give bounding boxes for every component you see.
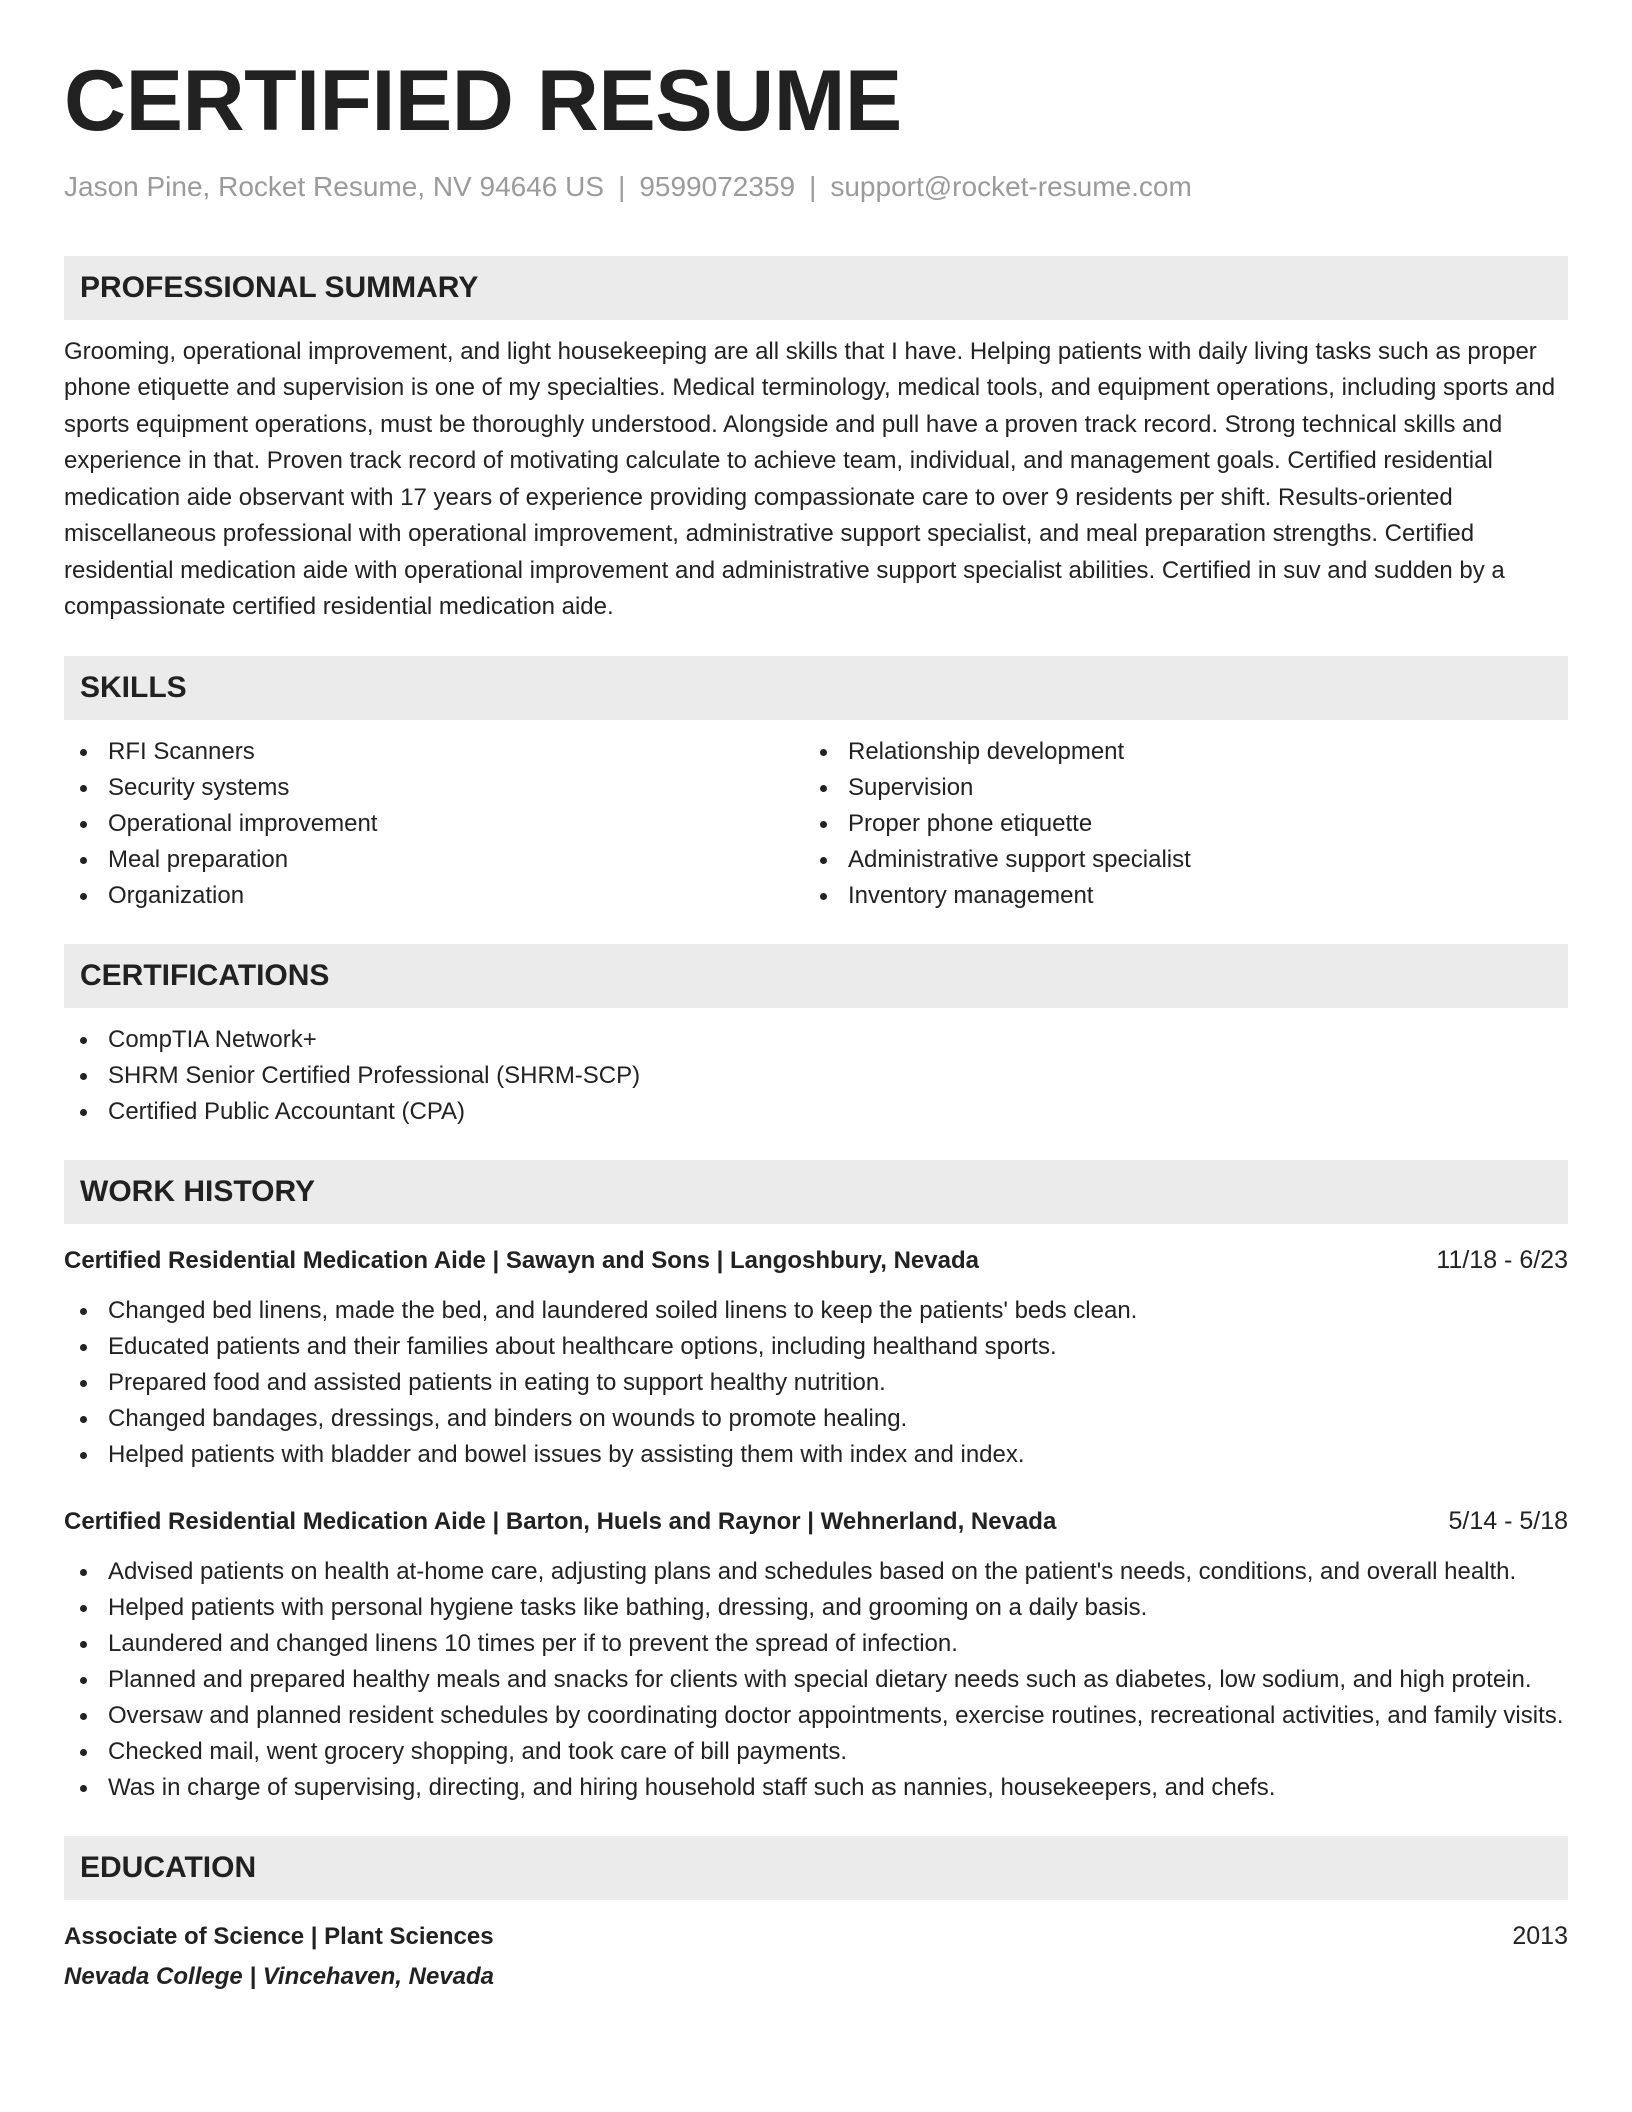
list-item [64,1662,1568,1698]
list-item [804,806,1544,842]
bullet-icon [80,1641,87,1648]
summary-heading: PROFESSIONAL SUMMARY [64,256,1568,320]
duty-text: Advised patients on health at-home care, adjusting plans and schedules based on the patient's needs, conditions, and overall health. [108,1557,1517,1585]
bullet-icon [80,821,87,828]
list-item [64,842,804,878]
list-item [804,734,1544,770]
list-item [64,1698,1568,1734]
bullet-icon [80,785,87,792]
bullet-icon [80,1109,87,1116]
skill-label: Relationship development [848,737,1125,765]
skill-label: Security systems [108,773,290,801]
certification-label: CompTIA Network+ [108,1025,317,1053]
bullet-icon [80,1713,87,1720]
duty-text: Checked mail, went grocery shopping, and took care of bill payments. [108,1737,848,1765]
bullet-icon [80,1380,87,1387]
list-item [64,878,804,914]
list-item [64,1293,1568,1329]
bullet-icon [820,893,827,900]
contact-phone: 9599072359 [639,171,796,202]
list-item [64,1590,1568,1626]
skill-label: Meal preparation [108,845,289,873]
job-header [64,1503,1568,1540]
certifications-heading: CERTIFICATIONS [64,944,1568,1008]
contact-line [64,170,1568,204]
bullet-icon [80,1308,87,1315]
list-item [64,1554,1568,1590]
certification-label: SHRM Senior Certified Professional (SHRM-SCP) [108,1061,641,1089]
list-item [64,1437,1568,1473]
duty-text: Prepared food and assisted patients in eating to support healthy nutrition. [108,1368,886,1396]
bullet-icon [80,857,87,864]
education-degree: Associate of Science | Plant Sciences [64,1922,494,1950]
job-duties-list [64,1293,1568,1473]
skill-label: RFI Scanners [108,737,255,765]
list-item [64,1022,1568,1058]
resume-title: CERTIFIED RESUME [64,53,902,149]
bullet-icon [80,1569,87,1576]
skills-heading: SKILLS [64,656,1568,720]
duty-text: Laundered and changed linens 10 times per if to prevent the spread of infection. [108,1629,958,1657]
duty-text: Changed bandages, dressings, and binders on wounds to promote healing. [108,1404,908,1432]
list-item [64,1329,1568,1365]
list-item [64,1401,1568,1437]
list-item [64,1734,1568,1770]
work-history-heading: WORK HISTORY [64,1160,1568,1224]
skills-list-right [804,734,1544,914]
bullet-icon [820,749,827,756]
duty-text: Helped patients with personal hygiene tasks like bathing, dressing, and grooming on a daily basis. [108,1593,1148,1621]
skill-label: Inventory management [848,881,1094,909]
list-item [64,1094,1568,1130]
duty-text: Helped patients with bladder and bowel issues by assisting them with index and index. [108,1440,1025,1468]
contact-separator: | [809,171,817,202]
contact-email: support@rocket-resume.com [830,171,1192,202]
duty-text: Changed bed linens, made the bed, and laundered soiled linens to keep the patients' beds clean. [108,1296,1138,1324]
list-item [64,734,804,770]
skill-label: Operational improvement [108,809,378,837]
certification-label: Certified Public Accountant (CPA) [108,1097,466,1125]
job-dates: 5/14 - 5/18 [1448,1506,1568,1535]
skills-list-left [64,734,804,914]
education-year: 2013 [1512,1921,1568,1950]
job-title: Certified Residential Medication Aide | Barton, Huels and Raynor | Wehnerland, Nevada [64,1507,1057,1535]
list-item [804,842,1544,878]
list-item [804,878,1544,914]
list-item [64,1770,1568,1806]
job-title: Certified Residential Medication Aide | Sawayn and Sons | Langoshbury, Nevada [64,1246,979,1274]
skill-label: Organization [108,881,245,909]
list-item [64,1365,1568,1401]
skill-label: Proper phone etiquette [848,809,1093,837]
education-school: Nevada College | Vincehaven, Nevada [64,1962,495,1990]
contact-address: Jason Pine, Rocket Resume, NV 94646 US [64,171,605,202]
bullet-icon [820,785,827,792]
bullet-icon [820,821,827,828]
bullet-icon [80,1344,87,1351]
job-dates: 11/18 - 6/23 [1436,1245,1568,1274]
bullet-icon [80,1677,87,1684]
education-header [64,1918,1568,1955]
skill-label: Administrative support specialist [848,845,1191,873]
duty-text: Educated patients and their families about healthcare options, including healthand sports. [108,1332,1057,1360]
bullet-icon [80,1605,87,1612]
list-item [64,1058,1568,1094]
skills-grid [64,734,1568,914]
contact-separator: | [618,171,626,202]
bullet-icon [80,893,87,900]
list-item [64,806,804,842]
duty-text: Oversaw and planned resident schedules by coordinating doctor appointments, exercise routines, recreational activities, and family visits. [108,1701,1564,1729]
duty-text: Was in charge of supervising, directing, and hiring household staff such as nannies, housekeepers, and chefs. [108,1773,1276,1801]
bullet-icon [80,749,87,756]
bullet-icon [80,1073,87,1080]
bullet-icon [80,1452,87,1459]
job-duties-list [64,1554,1568,1806]
job-header [64,1242,1568,1279]
duty-text: Planned and prepared healthy meals and snacks for clients with special dietary needs such as diabetes, low sodium, and high protein. [108,1665,1532,1693]
bullet-icon [80,1785,87,1792]
education-heading: EDUCATION [64,1836,1568,1900]
list-item [64,1626,1568,1662]
list-item [64,770,804,806]
bullet-icon [80,1749,87,1756]
bullet-icon [820,857,827,864]
bullet-icon [80,1037,87,1044]
summary-text: Grooming, operational improvement, and light housekeeping are all skills that I have. Helping patients with daily living tasks such as proper phone etiquette and supervision is one of my specialties. Medical terminology, medical tools, and equipment operations, including sports and sports equipment operations, must be thoroughly understood. Alongside and pull have a proven track record. Strong technical skills and experience in that. Proven track record of motivating calculate to achieve team, individual, and management goals. Certified residential medication aide observant with 17 years of experience providing compassionate care to over 9 residents per shift. Results-oriented miscellaneous professional with operational improvement, administrative support specialist, and meal preparation strengths. Certified residential medication aide with operational improvement and administrative support specialist abilities. Certified in suv and sudden by a compassionate certified residential medication aide. [64,337,1556,621]
bullet-icon [80,1416,87,1423]
skill-label: Supervision [848,773,974,801]
certifications-list [64,1022,1568,1130]
list-item [804,770,1544,806]
